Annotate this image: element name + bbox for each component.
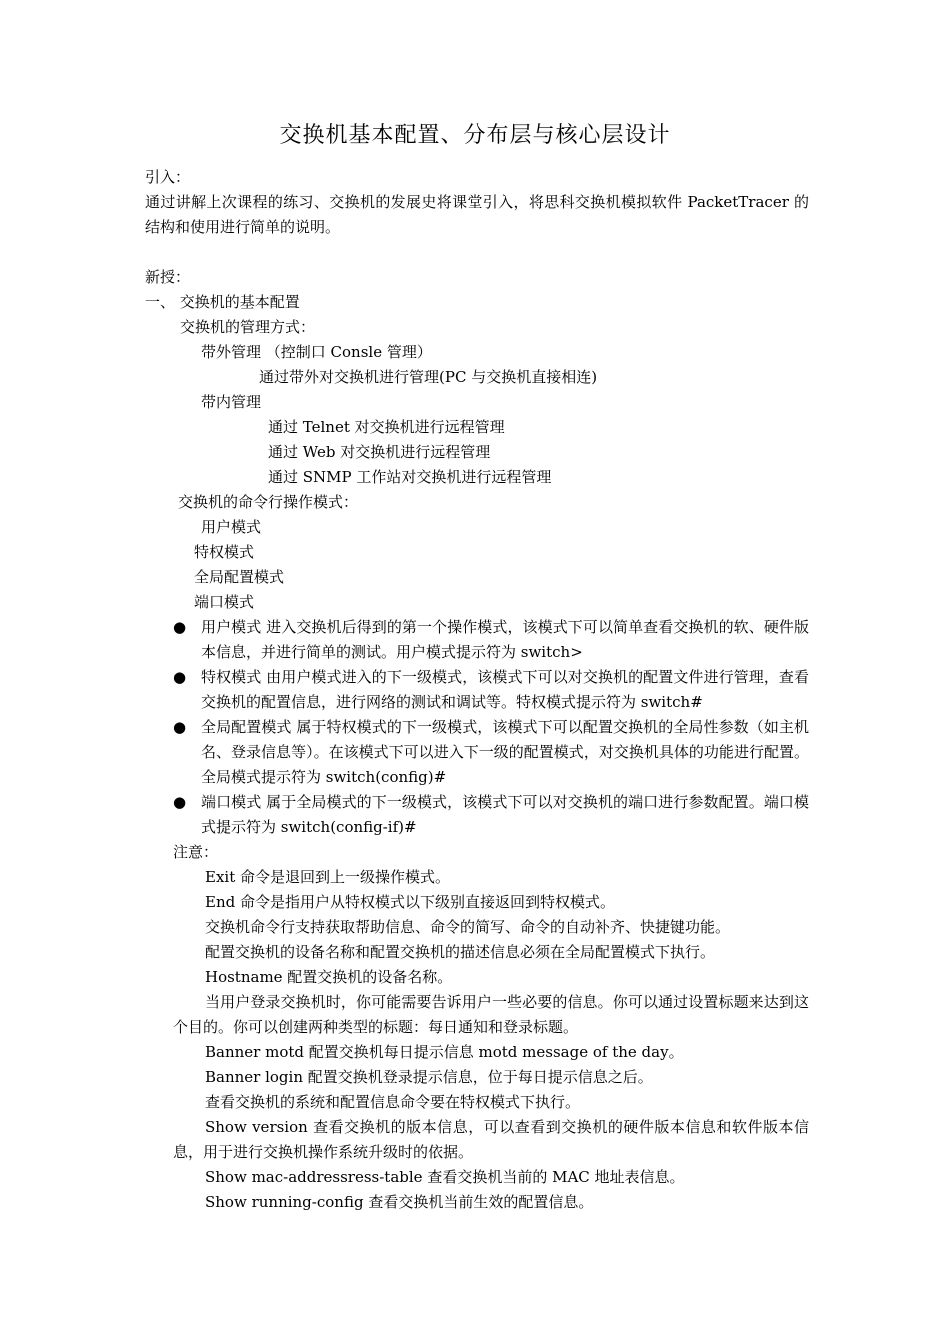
document-title: 交换机基本配置、分布层与核心层设计 xyxy=(279,123,671,148)
note-show-privileged: 查看交换机的系统和配置信息命令要在特权模式下执行。 xyxy=(205,1093,581,1111)
note-banner-login: Banner login 配置交换机登录提示信息，位于每日提示信息之后。 xyxy=(205,1068,653,1086)
bullet-text: 端口模式 属于全局模式的下一级模式，该模式下可以对交换机的端口进行参数配置。端口模式提示符为 switch(config-if)# xyxy=(201,793,809,836)
out-of-band-item: 带外管理 （控制口 Consle 管理） xyxy=(201,343,432,361)
bullet-interface-mode xyxy=(173,790,809,840)
bullet-dot: ● xyxy=(173,668,187,686)
in-band-telnet: 通过 Telnet 对交换机进行远程管理 xyxy=(268,418,505,436)
in-band-snmp: 通过 SNMP 工作站对交换机进行远程管理 xyxy=(268,468,552,486)
bullet-privileged-mode xyxy=(173,665,809,715)
bullet-text: 用户模式 进入交换机后得到的第一个操作模式，该模式下可以简单查看交换机的软、硬件版本信息，并进行简单的测试。用户模式提示符为 switch> xyxy=(201,618,809,661)
mode-interface: 端口模式 xyxy=(194,593,255,611)
mode-privileged: 特权模式 xyxy=(194,543,255,561)
in-band-web: 通过 Web 对交换机进行远程管理 xyxy=(268,443,491,461)
bullet-dot: ● xyxy=(173,718,187,736)
out-of-band-desc: 通过带外对交换机进行管理(PC 与交换机直接相连) xyxy=(259,368,598,386)
note-banner-motd: Banner motd 配置交换机每日提示信息 motd message of the day。 xyxy=(205,1043,684,1061)
bullet-global-config-mode xyxy=(173,715,809,790)
bullet-user-mode xyxy=(173,615,809,665)
mode-global-config: 全局配置模式 xyxy=(194,568,285,586)
note-cli-help: 交换机命令行支持获取帮助信息、命令的简写、命令的自动补齐、快捷键功能。 xyxy=(205,918,731,936)
note-global-config: 配置交换机的设备名称和配置交换机的描述信息必须在全局配置模式下执行。 xyxy=(205,943,716,961)
note-banner-intro: 当用户登录交换机时，你可能需要告诉用户一些必要的信息。你可以通过设置标题来达到这个目的。你可以创建两种类型的标题：每日通知和登录标题。 xyxy=(173,993,809,1036)
intro-paragraph: 通过讲解上次课程的练习、交换机的发展史将课堂引入，将思科交换机模拟软件 PacketTracer 的结构和使用进行简单的说明。 xyxy=(145,193,809,236)
new-section-label: 新授： xyxy=(145,268,191,286)
intro-label: 引入： xyxy=(145,168,191,186)
section-heading: 一、 交换机的基本配置 xyxy=(145,293,300,311)
bullet-text: 全局配置模式 属于特权模式的下一级模式，该模式下可以配置交换机的全局性参数（如主机名、登录信息等）。在该模式下可以进入下一级的配置模式，对交换机具体的功能进行配置。全局模式提示符为 switch(config)# xyxy=(201,718,809,786)
note-hostname: Hostname 配置交换机的设备名称。 xyxy=(205,968,453,986)
notes-label: 注意： xyxy=(173,843,219,861)
bullet-dot: ● xyxy=(173,618,187,636)
management-title: 交换机的管理方式： xyxy=(180,318,316,336)
note-exit: Exit 命令是退回到上一级操作模式。 xyxy=(205,868,451,886)
note-show-mac-table: Show mac-addressress-table 查看交换机当前的 MAC 地址表信息。 xyxy=(205,1168,685,1186)
in-band-item: 带内管理 xyxy=(201,393,262,411)
note-end: End 命令是指用户从特权模式以下级别直接返回到特权模式。 xyxy=(205,893,615,911)
note-show-version: Show version 查看交换机的版本信息，可以查看到交换机的硬件版本信息和软件版本信息，用于进行交换机操作系统升级时的依据。 xyxy=(173,1118,809,1161)
mode-user: 用户模式 xyxy=(201,518,262,536)
cli-modes-title: 交换机的命令行操作模式： xyxy=(178,493,359,511)
bullet-dot: ● xyxy=(173,793,187,811)
bullet-text: 特权模式 由用户模式进入的下一级模式，该模式下可以对交换机的配置文件进行管理，查看交换机的配置信息，进行网络的测试和调试等。特权模式提示符为 switch# xyxy=(201,668,809,711)
note-show-running-config: Show running-config 查看交换机当前生效的配置信息。 xyxy=(205,1193,594,1211)
